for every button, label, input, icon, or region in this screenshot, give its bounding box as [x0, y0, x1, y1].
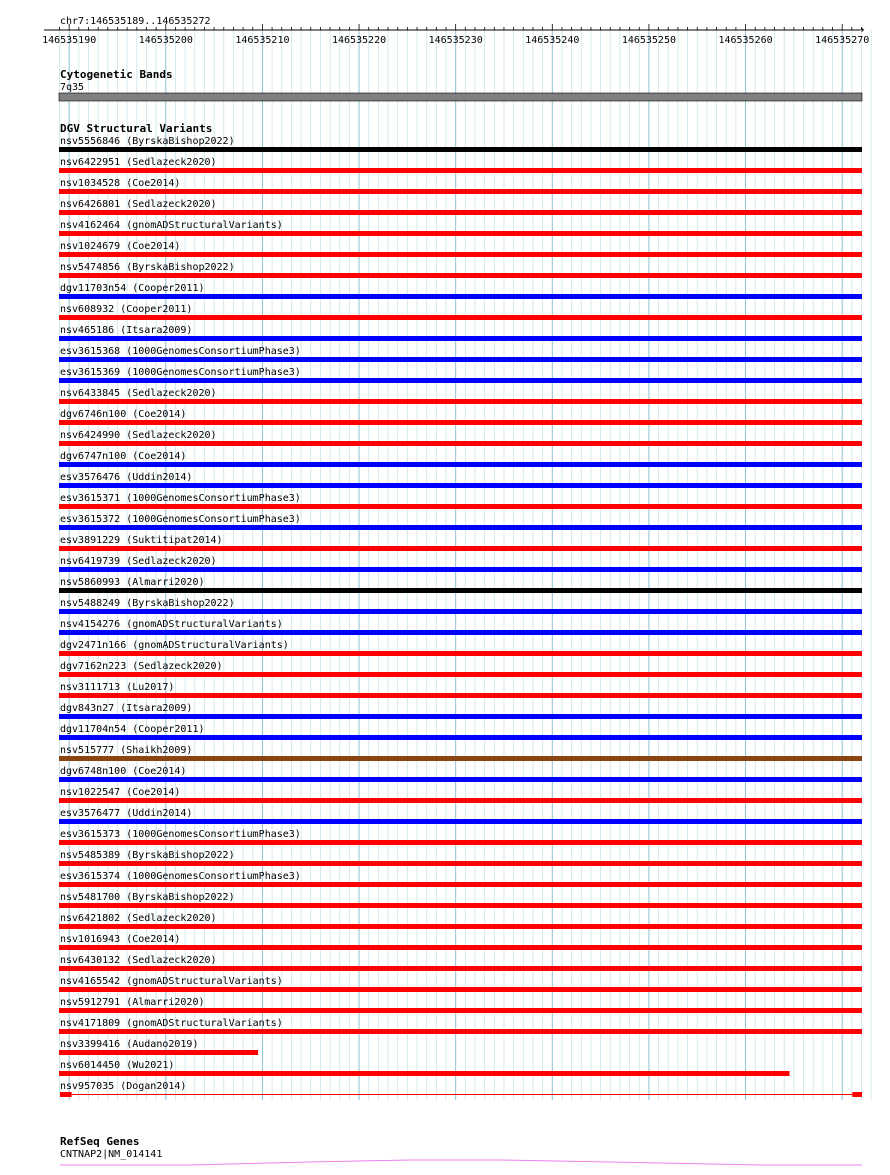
dgv-feature-bar[interactable]	[59, 567, 862, 572]
dgv-feature-bar[interactable]	[59, 147, 862, 152]
dgv-feature[interactable]	[59, 619, 862, 635]
dgv-feature[interactable]	[59, 178, 862, 194]
dgv-feature[interactable]	[59, 430, 862, 446]
dgv-feature-bar[interactable]	[59, 651, 862, 656]
dgv-track-title[interactable]: DGV Structural Variants	[60, 122, 213, 135]
dgv-feature-label[interactable]: esv3615374 (1000GenomesConsortiumPhase3)	[60, 871, 301, 882]
dgv-feature-label[interactable]: nsv3399416 (Audano2019)	[60, 1039, 199, 1050]
dgv-feature-bar[interactable]	[59, 630, 862, 635]
dgv-feature-bar[interactable]	[59, 504, 862, 509]
dgv-feature-bar[interactable]	[59, 483, 862, 488]
dgv-feature[interactable]	[59, 934, 862, 950]
dgv-feature-label[interactable]: nsv957035 (Dogan2014)	[60, 1081, 187, 1092]
dgv-feature[interactable]	[59, 808, 862, 824]
dgv-feature-bar[interactable]	[59, 189, 862, 194]
dgv-feature-bar[interactable]	[59, 798, 862, 803]
ruler-tick-label: 146535230	[428, 35, 483, 46]
dgv-feature[interactable]	[59, 493, 862, 509]
refseq-track-title[interactable]: RefSeq Genes	[60, 1135, 140, 1148]
dgv-feature[interactable]	[59, 409, 862, 425]
dgv-feature-bar[interactable]	[59, 924, 862, 929]
cytoband-bar[interactable]	[59, 93, 862, 101]
ruler-tick-label: 146535270	[815, 35, 870, 46]
refseq-gene-intron-line[interactable]	[60, 1160, 862, 1165]
dgv-feature[interactable]	[59, 556, 862, 572]
ruler-tick-label: 146535210	[235, 35, 290, 46]
dgv-feature-label[interactable]: nsv5474856 (ByrskaBishop2022)	[60, 262, 235, 273]
dgv-feature[interactable]	[59, 913, 862, 929]
dgv-feature[interactable]	[59, 451, 862, 467]
dgv-feature-bar[interactable]	[59, 399, 862, 404]
dgv-feature[interactable]	[59, 367, 862, 383]
dgv-feature-bar[interactable]	[59, 1008, 862, 1013]
dgv-feature-bar[interactable]	[59, 966, 862, 971]
dgv-feature[interactable]	[59, 262, 862, 278]
dgv-feature-label[interactable]: nsv6419739 (Sedlazeck2020)	[60, 556, 217, 567]
dgv-feature-label[interactable]: nsv5485389 (ByrskaBishop2022)	[60, 850, 235, 861]
dgv-feature[interactable]	[59, 850, 862, 866]
ruler-tick-label: 146535190	[42, 35, 97, 46]
dgv-feature-bar[interactable]	[59, 357, 862, 362]
dgv-feature-label[interactable]: nsv515777 (Shaikh2009)	[60, 745, 193, 756]
dgv-feature-bar[interactable]	[59, 945, 862, 950]
dgv-structural-variants-track	[59, 122, 862, 1097]
dgv-feature-label[interactable]: nsv1022547 (Coe2014)	[60, 787, 181, 798]
dgv-feature-label[interactable]: dgv11704n54 (Cooper2011)	[60, 724, 205, 735]
dgv-feature-bar[interactable]	[59, 231, 862, 236]
dgv-feature-bar[interactable]	[59, 462, 862, 467]
dgv-feature-label[interactable]: nsv6424990 (Sedlazeck2020)	[60, 430, 217, 441]
dgv-feature[interactable]	[59, 577, 862, 593]
ruler-tick-label: 146535250	[621, 35, 677, 46]
ruler-tick-label: 146535220	[331, 35, 387, 46]
dgv-feature-label[interactable]: dgv6748n100 (Coe2014)	[60, 766, 187, 777]
dgv-feature-bar[interactable]	[59, 714, 862, 719]
dgv-feature-label[interactable]: nsv5481700 (ByrskaBishop2022)	[60, 892, 235, 903]
dgv-feature-label[interactable]: nsv3111713 (Lu2017)	[60, 682, 175, 693]
dgv-feature-block[interactable]	[852, 1092, 862, 1097]
dgv-feature-label[interactable]: dgv843n27 (Itsara2009)	[60, 703, 193, 714]
ruler-arrow-right-icon: →	[856, 25, 865, 36]
dgv-feature[interactable]	[59, 304, 862, 320]
dgv-feature-label[interactable]: esv3891229 (Suktitipat2014)	[60, 535, 223, 546]
dgv-feature[interactable]	[59, 283, 862, 299]
dgv-feature-bar[interactable]	[59, 378, 862, 383]
dgv-feature-bar[interactable]	[59, 252, 862, 257]
dgv-feature-bar[interactable]	[59, 336, 862, 341]
dgv-feature-label[interactable]: nsv1034528 (Coe2014)	[60, 178, 181, 189]
dgv-feature-label[interactable]: esv3576476 (Uddin2014)	[60, 472, 193, 483]
dgv-feature[interactable]	[59, 976, 862, 992]
dgv-feature-label[interactable]: dgv6747n100 (Coe2014)	[60, 451, 187, 462]
dgv-feature[interactable]	[59, 241, 862, 257]
dgv-feature-bar[interactable]	[59, 861, 862, 866]
dgv-feature-label[interactable]: nsv6426801 (Sedlazeck2020)	[60, 199, 217, 210]
dgv-feature-label[interactable]: nsv5860993 (Almarri2020)	[60, 577, 205, 588]
dgv-feature[interactable]	[59, 220, 862, 236]
dgv-feature[interactable]	[59, 745, 862, 761]
dgv-feature-label[interactable]: nsv5488249 (ByrskaBishop2022)	[60, 598, 235, 609]
dgv-feature-bar[interactable]	[59, 840, 862, 845]
dgv-feature-label[interactable]: esv3576477 (Uddin2014)	[60, 808, 193, 819]
dgv-feature-label[interactable]: nsv4154276 (gnomADStructuralVariants)	[60, 619, 283, 630]
dgv-feature[interactable]	[59, 136, 862, 152]
dgv-feature-label[interactable]: nsv608932 (Cooper2011)	[60, 304, 193, 315]
dgv-feature-label[interactable]: nsv4165542 (gnomADStructuralVariants)	[60, 976, 283, 987]
dgv-feature[interactable]	[59, 829, 862, 845]
dgv-feature-bar[interactable]	[59, 546, 862, 551]
dgv-feature-bar[interactable]	[59, 294, 862, 299]
dgv-feature[interactable]	[59, 661, 862, 677]
dgv-feature-label[interactable]: dgv7162n223 (Sedlazeck2020)	[60, 661, 223, 672]
dgv-feature[interactable]	[59, 1039, 258, 1055]
dgv-feature[interactable]	[59, 640, 862, 656]
ruler-ticks	[42, 24, 869, 46]
dgv-feature[interactable]	[59, 598, 862, 614]
dgv-feature[interactable]	[59, 703, 862, 719]
dgv-feature-bar[interactable]	[59, 210, 862, 215]
dgv-feature-bar[interactable]	[59, 588, 862, 593]
dgv-feature[interactable]	[59, 1060, 790, 1076]
dgv-feature[interactable]	[59, 724, 862, 740]
dgv-feature-bar[interactable]	[59, 882, 862, 887]
dgv-feature[interactable]	[59, 346, 862, 362]
ruler-tick-label: 146535260	[718, 35, 773, 46]
dgv-feature-label[interactable]: esv3615369 (1000GenomesConsortiumPhase3)	[60, 367, 301, 378]
dgv-feature-bar[interactable]	[59, 315, 862, 320]
dgv-feature-label[interactable]: esv3615371 (1000GenomesConsortiumPhase3)	[60, 493, 301, 504]
ruler-tick-label: 146535200	[138, 35, 193, 46]
dgv-feature-label[interactable]: dgv11703n54 (Cooper2011)	[60, 283, 205, 294]
location-label: chr7:146535189..146535272	[60, 16, 211, 27]
dgv-feature-bar[interactable]	[59, 777, 862, 782]
dgv-feature-label[interactable]: nsv465186 (Itsara2009)	[60, 325, 193, 336]
dgv-feature[interactable]	[59, 871, 862, 887]
dgv-feature[interactable]	[59, 766, 862, 782]
dgv-feature-label[interactable]: dgv2471n166 (gnomADStructuralVariants)	[60, 640, 289, 651]
dgv-feature-bar[interactable]	[59, 693, 862, 698]
dgv-feature-label[interactable]: dgv6746n100 (Coe2014)	[60, 409, 187, 420]
dgv-feature[interactable]	[60, 1081, 862, 1097]
dgv-feature-label[interactable]: nsv5912791 (Almarri2020)	[60, 997, 205, 1008]
dgv-feature[interactable]	[59, 535, 862, 551]
dgv-feature-bar[interactable]	[59, 903, 862, 908]
dgv-feature[interactable]	[59, 682, 862, 698]
cytoband-label: 7q35	[60, 82, 85, 93]
dgv-feature[interactable]	[59, 892, 862, 908]
dgv-feature-label[interactable]: esv3615372 (1000GenomesConsortiumPhase3)	[60, 514, 301, 525]
ruler-tick-label: 146535240	[525, 35, 580, 46]
dgv-feature-label[interactable]: nsv4162464 (gnomADStructuralVariants)	[60, 220, 283, 231]
dgv-feature-label[interactable]: nsv6430132 (Sedlazeck2020)	[60, 955, 217, 966]
dgv-feature-label[interactable]: esv3615368 (1000GenomesConsortiumPhase3)	[60, 346, 301, 357]
dgv-feature-label[interactable]: nsv6421802 (Sedlazeck2020)	[60, 913, 217, 924]
dgv-feature[interactable]	[59, 1018, 862, 1034]
dgv-feature-bar[interactable]	[59, 1050, 258, 1055]
dgv-feature-bar[interactable]	[59, 273, 862, 278]
refseq-gene-label[interactable]: CNTNAP2|NM_014141	[60, 1149, 163, 1160]
refseq-genes-track	[60, 1135, 862, 1165]
dgv-feature-bar[interactable]	[59, 672, 862, 677]
dgv-feature-bar[interactable]	[59, 441, 862, 446]
dgv-feature-label[interactable]: nsv5556846 (ByrskaBishop2022)	[60, 136, 235, 147]
dgv-feature-list	[59, 136, 862, 1097]
dgv-feature-bar[interactable]	[59, 1029, 862, 1034]
dgv-feature-bar[interactable]	[59, 987, 862, 992]
dgv-feature-bar[interactable]	[59, 168, 862, 173]
dgv-feature-label[interactable]: nsv6433845 (Sedlazeck2020)	[60, 388, 217, 399]
dgv-feature[interactable]	[59, 472, 862, 488]
dgv-feature-block[interactable]	[60, 1092, 72, 1097]
dgv-feature-bar[interactable]	[59, 819, 862, 824]
dgv-feature-bar[interactable]	[59, 609, 862, 614]
dgv-feature[interactable]	[59, 955, 862, 971]
dgv-feature-label[interactable]: nsv6422951 (Sedlazeck2020)	[60, 157, 217, 168]
dgv-feature-label[interactable]: nsv1016943 (Coe2014)	[60, 934, 181, 945]
dgv-feature[interactable]	[59, 514, 862, 530]
cytoband-track-title[interactable]: Cytogenetic Bands	[60, 68, 173, 81]
dgv-feature-bar[interactable]	[59, 525, 862, 530]
dgv-feature[interactable]	[59, 388, 862, 404]
cytoband-track	[59, 68, 862, 101]
dgv-feature-bar[interactable]	[59, 1071, 790, 1076]
dgv-feature-label[interactable]: nsv6014450 (Wu2021)	[60, 1060, 175, 1071]
dgv-feature-bar[interactable]	[59, 735, 862, 740]
dgv-feature-bar[interactable]	[59, 420, 862, 425]
dgv-feature[interactable]	[59, 325, 862, 341]
dgv-feature-bar[interactable]	[59, 756, 862, 761]
dgv-feature-label[interactable]: nsv4171809 (gnomADStructuralVariants)	[60, 1018, 283, 1029]
dgv-feature[interactable]	[59, 787, 862, 803]
dgv-feature[interactable]	[59, 997, 862, 1013]
dgv-feature[interactable]	[59, 157, 862, 173]
dgv-feature-label[interactable]: esv3615373 (1000GenomesConsortiumPhase3)	[60, 829, 301, 840]
dgv-feature-label[interactable]: nsv1024679 (Coe2014)	[60, 241, 181, 252]
dgv-feature[interactable]	[59, 199, 862, 215]
